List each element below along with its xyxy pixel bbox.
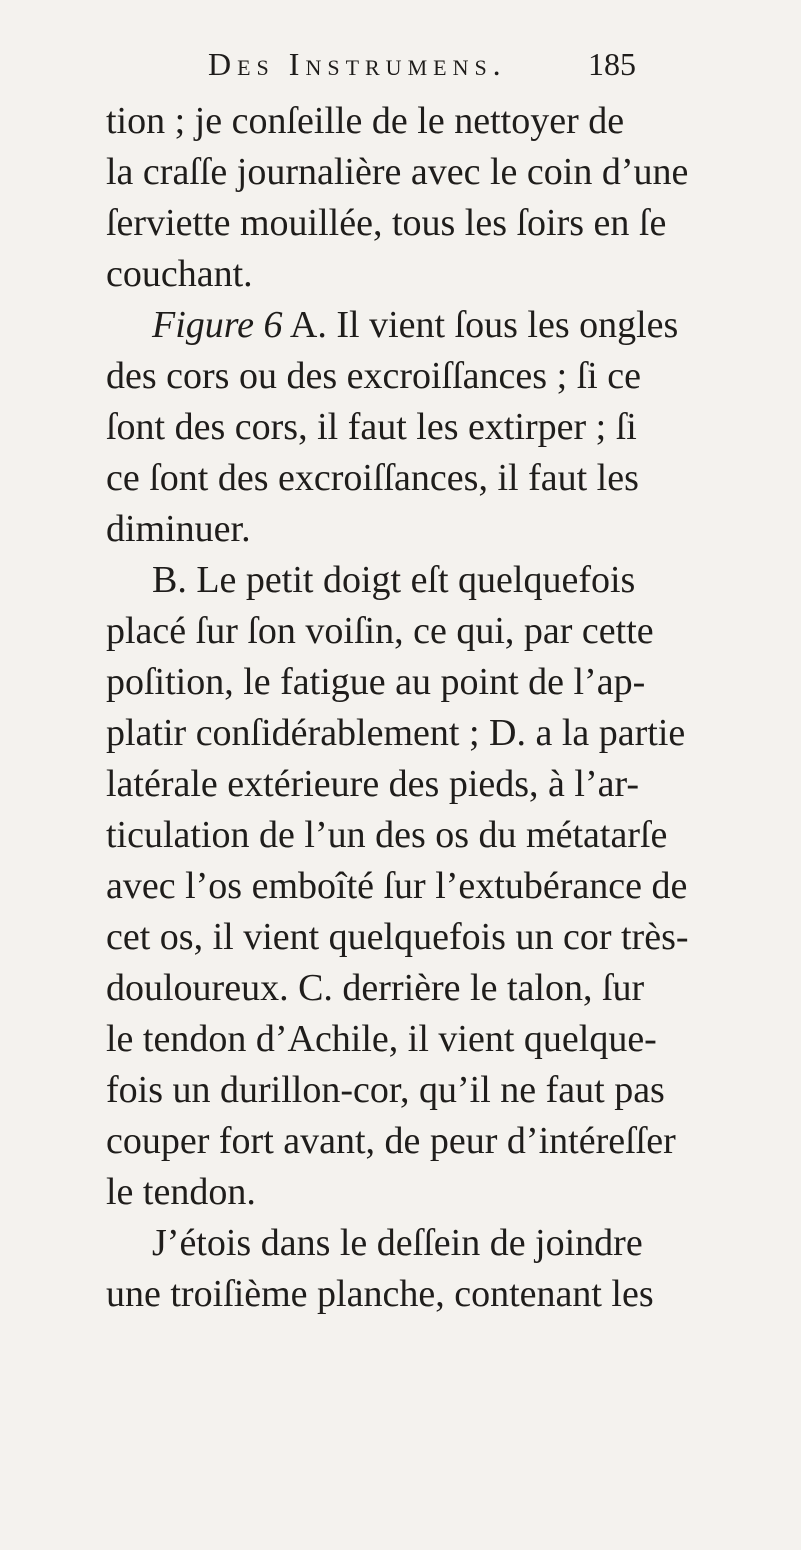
- text-line: couchant.: [106, 253, 253, 295]
- text-line: J’étois dans le deſſein de joindre: [152, 1222, 643, 1264]
- text-line: ticulation de l’un des os du métatarſe: [106, 814, 668, 856]
- body-text: [106, 96, 766, 1320]
- page-number: 185: [588, 46, 636, 82]
- text-line: une troiſième planche, contenant les: [106, 1273, 654, 1315]
- text-line: couper fort avant, de peur d’intéreſſer: [106, 1120, 676, 1162]
- text-line: le tendon.: [106, 1171, 256, 1213]
- text-line: platir conſidérablement ; D. a la partie: [106, 712, 686, 754]
- text-line: tion ; je conſeille de le nettoyer de: [106, 100, 625, 142]
- text-line-continuation: A. Il vient ſous les ongles: [289, 304, 679, 346]
- text-line: ſont des cors, il faut les extirper ; ſi: [106, 406, 637, 448]
- text-line: B. Le petit doigt eſt quelquefois: [152, 559, 636, 601]
- text-line: fois un durillon-cor, qu’il ne faut pas: [106, 1069, 665, 1111]
- text-line: avec l’os emboîté ſur l’extubérance de: [106, 865, 688, 907]
- text-line: latérale extérieure des pieds, à l’ar-: [106, 763, 640, 805]
- running-head: [208, 46, 648, 100]
- figure-paragraph-first-line: [106, 300, 766, 351]
- text-line: ſerviette mouillée, tous les ſoirs en ſe: [106, 202, 667, 244]
- text-line: cet os, il vient quelquefois un cor très-: [106, 916, 689, 958]
- text-line: poſition, le fatigue au point de l’ap-: [106, 661, 646, 703]
- figure-label: Figure 6: [152, 304, 283, 346]
- text-line: le tendon d’Achile, il vient quelque-: [106, 1018, 657, 1060]
- text-line: diminuer.: [106, 508, 251, 550]
- running-head-title: Des Instrumens.: [208, 46, 507, 82]
- text-line: des cors ou des excroiſſances ; ſi ce: [106, 355, 641, 397]
- text-line: douloureux. C. derrière le talon, ſur: [106, 967, 645, 1009]
- text-line: ce ſont des excroiſſances, il faut les: [106, 457, 639, 499]
- text-line: placé ſur ſon voiſin, ce qui, par cette: [106, 610, 654, 652]
- text-line: la craſſe journalière avec le coin d’une: [106, 151, 689, 193]
